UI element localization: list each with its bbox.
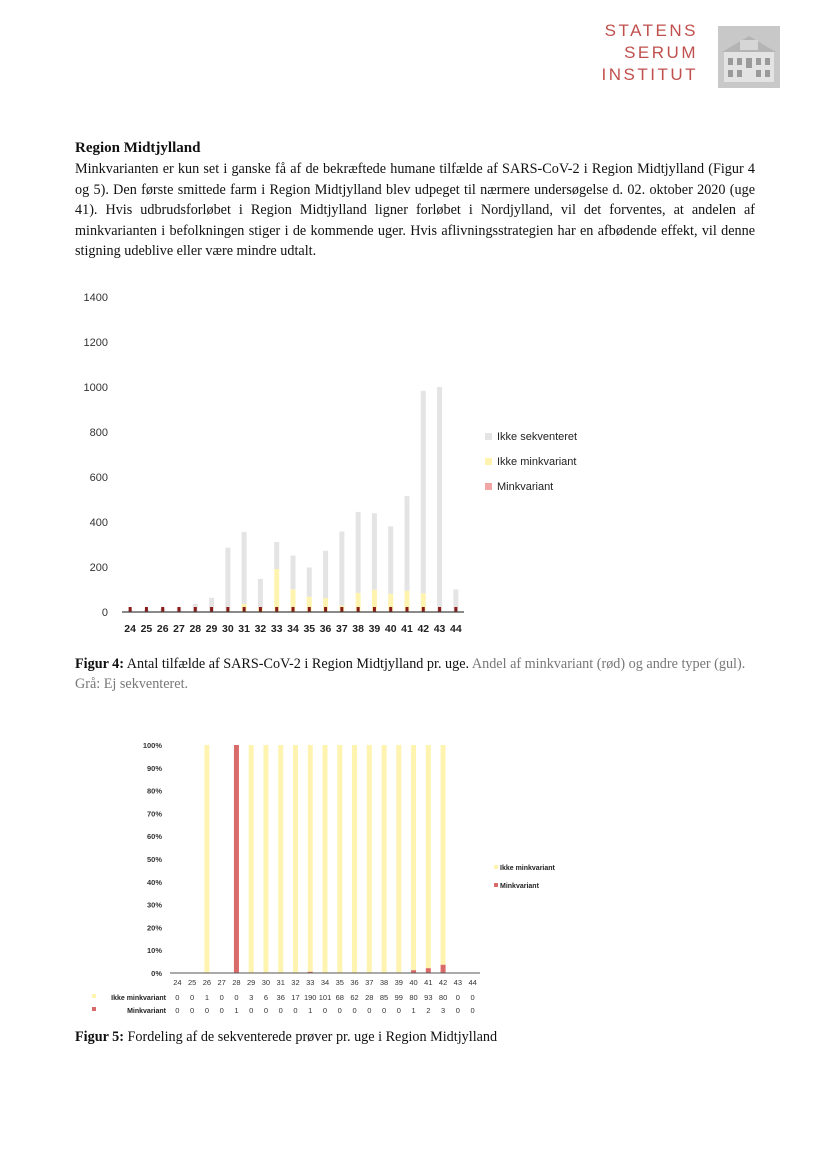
x-tick-label: 27 xyxy=(217,978,226,987)
x-tick-label: 40 xyxy=(384,623,397,635)
y-tick-label: 90% xyxy=(146,763,162,773)
bar-ikke-minkvariant xyxy=(263,745,268,973)
y-tick-label: 100% xyxy=(142,741,162,750)
x-tick-label: 30 xyxy=(261,978,271,987)
table-cell: 0 xyxy=(367,1006,372,1015)
x-tick-label: 41 xyxy=(424,978,433,987)
x-tick-label: 39 xyxy=(368,623,381,635)
bar-ikke-sekventeret xyxy=(258,579,263,608)
x-tick-label: 43 xyxy=(433,623,446,635)
x-tick-mark xyxy=(438,607,441,612)
table-cell: 0 xyxy=(263,1006,269,1015)
table-cell: 28 xyxy=(365,993,374,1002)
table-cell: 0 xyxy=(470,993,475,1002)
section-heading: Region Midtjylland xyxy=(75,140,201,156)
x-tick-label: 25 xyxy=(140,623,153,635)
bar-ikke-minkvariant xyxy=(382,745,387,973)
logo-line-1: STATENS xyxy=(604,21,698,40)
x-tick-label: 32 xyxy=(291,978,300,987)
bar-ikke-minkvariant xyxy=(426,745,431,968)
x-tick-label: 32 xyxy=(254,623,267,635)
x-tick-label: 36 xyxy=(319,623,332,635)
x-tick-mark xyxy=(178,607,181,612)
y-tick-label: 0 xyxy=(101,607,108,619)
legend-swatch xyxy=(494,865,498,869)
x-tick-label: 25 xyxy=(187,978,197,987)
x-tick-mark xyxy=(129,607,132,612)
x-tick-label: 42 xyxy=(438,978,448,987)
ssi-logo xyxy=(590,20,780,90)
x-tick-mark xyxy=(340,607,343,612)
table-cell: 93 xyxy=(424,993,433,1002)
legend-label: Minkvariant xyxy=(497,481,554,493)
table-cell: 0 xyxy=(455,1006,460,1015)
x-tick-mark xyxy=(308,607,311,612)
x-tick-mark xyxy=(145,607,148,612)
table-cell: 0 xyxy=(381,1006,387,1015)
bar-ikke-minkvariant xyxy=(411,745,416,970)
bar-ikke-sekventeret xyxy=(323,551,328,598)
table-cell: 2 xyxy=(426,1006,431,1015)
table-cell: 36 xyxy=(276,993,285,1002)
bar-ikke-minkvariant xyxy=(249,745,254,973)
figure-5-caption xyxy=(75,1027,755,1047)
table-cell: 17 xyxy=(291,993,300,1002)
x-tick-label: 39 xyxy=(394,978,403,987)
bar-ikke-sekventeret xyxy=(388,526,393,594)
bar-ikke-sekventeret xyxy=(356,512,361,593)
bar-ikke-sekventeret xyxy=(405,496,410,591)
table-cell: 0 xyxy=(396,1006,401,1015)
legend-label: Minkvariant xyxy=(500,883,539,890)
table-cell: 99 xyxy=(394,993,403,1002)
table-cell: 190 xyxy=(303,993,317,1002)
table-cell: 0 xyxy=(234,993,239,1002)
table-row-label: Minkvariant xyxy=(127,1008,166,1015)
bar-ikke-minkvariant xyxy=(274,569,279,612)
x-tick-mark xyxy=(373,607,376,612)
figure-4-label: Figur 4: xyxy=(75,656,124,672)
x-tick-label: 37 xyxy=(365,978,374,987)
x-tick-mark xyxy=(389,607,392,612)
x-tick-label: 26 xyxy=(202,978,212,987)
x-tick-label: 28 xyxy=(189,623,202,635)
y-tick-label: 800 xyxy=(89,427,108,439)
bar-ikke-sekventeret xyxy=(291,556,296,590)
table-cell: 1 xyxy=(204,993,209,1002)
x-tick-label: 35 xyxy=(335,978,344,987)
table-cell: 0 xyxy=(352,1006,357,1015)
bar-ikke-minkvariant xyxy=(278,745,283,973)
x-tick-label: 33 xyxy=(270,623,283,635)
legend-swatch xyxy=(485,483,492,490)
table-cell: 0 xyxy=(278,1006,283,1015)
table-cell: 68 xyxy=(335,993,344,1002)
x-tick-label: 35 xyxy=(303,623,316,635)
table-cell: 0 xyxy=(337,1006,342,1015)
y-tick-label: 1200 xyxy=(83,337,108,349)
x-tick-label: 42 xyxy=(417,623,430,635)
bar-ikke-sekventeret xyxy=(225,548,230,611)
table-cell: 1 xyxy=(411,1006,416,1015)
bar-ikke-minkvariant xyxy=(396,745,401,973)
x-tick-label: 43 xyxy=(453,978,463,987)
x-tick-label: 36 xyxy=(350,978,359,987)
y-tick-label: 10% xyxy=(146,946,162,956)
y-tick-label: 600 xyxy=(89,472,108,484)
bar-ikke-minkvariant xyxy=(308,745,313,972)
y-tick-label: 1400 xyxy=(83,292,108,304)
x-tick-label: 44 xyxy=(468,978,477,987)
x-tick-label: 34 xyxy=(287,623,299,635)
x-tick-label: 31 xyxy=(276,978,285,987)
bar-ikke-sekventeret xyxy=(242,532,247,604)
x-tick-label: 38 xyxy=(379,978,389,987)
y-tick-label: 200 xyxy=(89,562,108,574)
bar-ikke-minkvariant xyxy=(441,745,446,965)
bar-minkvariant xyxy=(234,745,239,973)
figure-5-label: Figur 5: xyxy=(75,1029,124,1045)
x-tick-label: 28 xyxy=(232,978,241,987)
x-tick-label: 24 xyxy=(124,623,136,635)
figure-4-note: Andel af minkvariant (rød) og andre typer (gul). Grå: Ej sekventeret. xyxy=(75,656,746,692)
table-cell: 85 xyxy=(379,993,389,1002)
legend-swatch xyxy=(485,433,492,440)
x-tick-label: 30 xyxy=(222,623,234,635)
table-row-label: Ikke minkvariant xyxy=(111,995,166,1002)
x-tick-label: 33 xyxy=(306,978,315,987)
table-cell: 80 xyxy=(409,993,418,1002)
table-cell: 0 xyxy=(249,1006,254,1015)
x-tick-label: 38 xyxy=(352,623,364,635)
x-tick-mark xyxy=(161,607,164,612)
x-tick-mark xyxy=(292,607,295,612)
x-tick-label: 26 xyxy=(156,623,169,635)
x-tick-label: 41 xyxy=(401,623,413,635)
x-tick-mark xyxy=(194,607,197,612)
x-tick-label: 29 xyxy=(247,978,256,987)
bar-ikke-sekventeret xyxy=(421,391,426,594)
x-tick-label: 40 xyxy=(409,978,418,987)
x-tick-label: 44 xyxy=(450,623,462,635)
y-tick-label: 60% xyxy=(146,832,162,842)
figure-4-chart xyxy=(60,285,580,645)
bar-minkvariant xyxy=(441,965,446,973)
table-cell: 101 xyxy=(318,993,332,1002)
table-cell: 80 xyxy=(438,993,448,1002)
table-cell: 0 xyxy=(293,1006,298,1015)
table-cell: 0 xyxy=(190,993,195,1002)
logo-line-3: INSTITUT xyxy=(601,65,698,84)
bar-minkvariant xyxy=(426,968,431,973)
figure-5-chart xyxy=(80,730,600,1025)
bar-ikke-minkvariant xyxy=(204,745,209,973)
table-cell: 0 xyxy=(175,993,180,1002)
y-tick-label: 50% xyxy=(146,855,162,864)
x-tick-mark xyxy=(243,607,246,612)
bar-ikke-sekventeret xyxy=(339,531,344,605)
y-tick-label: 40% xyxy=(146,877,162,887)
table-cell: 0 xyxy=(175,1006,180,1015)
bar-ikke-sekventeret xyxy=(372,513,377,590)
logo-line-2: SERUM xyxy=(624,43,698,62)
x-tick-mark xyxy=(357,607,360,612)
x-tick-mark xyxy=(275,607,278,612)
figure-5-text: Fordeling af de sekventerede prøver pr. uge i Region Midtjylland xyxy=(127,1029,498,1045)
legend-swatch xyxy=(485,458,492,465)
y-tick-label: 70% xyxy=(146,809,162,819)
bar-ikke-minkvariant xyxy=(323,745,328,973)
y-tick-label: 80% xyxy=(146,786,162,796)
x-tick-label: 24 xyxy=(173,978,182,987)
x-tick-label: 31 xyxy=(238,623,250,635)
x-tick-label: 37 xyxy=(336,623,348,635)
figure-4-text: Antal tilfælde af SARS-CoV-2 i Region Midtjylland pr. uge. xyxy=(126,656,470,672)
y-tick-label: 400 xyxy=(89,517,108,529)
table-cell: 0 xyxy=(322,1006,328,1015)
bar-ikke-minkvariant xyxy=(337,745,342,973)
legend-swatch xyxy=(494,883,498,887)
x-tick-label: 27 xyxy=(173,623,185,635)
table-cell: 0 xyxy=(190,1006,195,1015)
y-tick-label: 0% xyxy=(151,969,162,978)
y-tick-label: 1000 xyxy=(83,382,108,394)
x-tick-label: 34 xyxy=(320,978,330,987)
x-tick-mark xyxy=(422,607,425,612)
table-cell: 0 xyxy=(219,993,224,1002)
bar-ikke-sekventeret xyxy=(307,567,312,596)
x-tick-mark xyxy=(454,607,457,612)
x-tick-mark xyxy=(210,607,213,612)
table-cell: 3 xyxy=(441,1006,446,1015)
x-tick-mark xyxy=(406,607,409,612)
table-cell: 62 xyxy=(350,993,359,1002)
y-tick-label: 20% xyxy=(146,923,162,933)
table-cell: 3 xyxy=(249,993,254,1002)
bar-ikke-minkvariant xyxy=(352,745,357,973)
x-tick-mark xyxy=(259,607,262,612)
table-row-swatch xyxy=(92,994,96,998)
figure-4-caption xyxy=(75,654,755,694)
legend-label: Ikke sekventeret xyxy=(497,431,578,443)
section-paragraph: Minkvarianten er kun set i ganske få af de bekræftede humane tilfælde af SARS-CoV-2 i Region Midtjylland (Figur 4 og 5). Den første smittede farm i Region Midtjylland blev udpeget til nærmere undersøgelse d. 02. oktober 2020 (uge 41). Hvis udbrudsforløbet i Region Midtjylland ligner forløbet i Nordjylland, vil det forventes, at andelen af minkvarianten i befolkningen stiger i de kommende uger. Hvis aflivningsstrategien har en afbødende effekt, vil denne stigning udeblive eller være mindre udtalt. xyxy=(75,161,755,259)
x-tick-label: 29 xyxy=(205,623,218,635)
legend-label: Ikke minkvariant xyxy=(497,456,577,468)
x-tick-mark xyxy=(226,607,229,612)
table-cell: 0 xyxy=(219,1006,224,1015)
logo-text xyxy=(602,20,699,86)
x-tick-mark xyxy=(324,607,327,612)
table-cell: 0 xyxy=(455,993,460,1002)
y-tick-label: 30% xyxy=(146,900,162,910)
building-logo-icon xyxy=(718,26,780,88)
table-cell: 1 xyxy=(308,1006,313,1015)
table-cell: 0 xyxy=(204,1006,209,1015)
bar-ikke-minkvariant xyxy=(293,745,298,973)
table-cell: 0 xyxy=(470,1006,475,1015)
bar-ikke-sekventeret xyxy=(437,387,442,612)
bar-ikke-minkvariant xyxy=(367,745,372,973)
table-cell: 1 xyxy=(234,1006,239,1015)
table-row-swatch xyxy=(92,1007,96,1011)
bar-ikke-sekventeret xyxy=(274,542,279,569)
legend-label: Ikke minkvariant xyxy=(500,865,555,872)
table-cell: 6 xyxy=(263,993,269,1002)
